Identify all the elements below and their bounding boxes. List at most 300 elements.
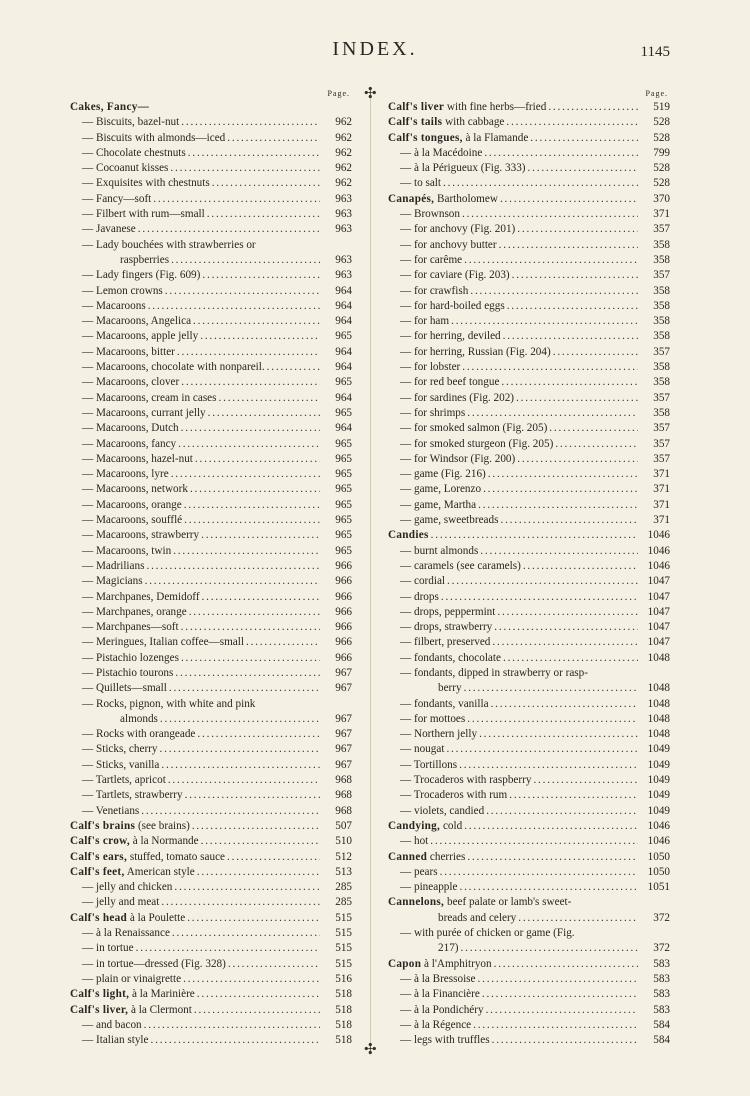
index-entry	[388, 375, 670, 390]
index-entry	[70, 834, 352, 849]
leader-dots	[145, 574, 320, 589]
index-entry	[70, 681, 352, 696]
entry-text: — jelly and meat	[82, 896, 160, 909]
entry-page-number: 371	[653, 498, 670, 511]
entry-text: — à la Macédoine	[400, 146, 483, 159]
entry-rest: with cabbage	[442, 116, 505, 129]
leader-dots	[197, 865, 320, 880]
leader-dots	[497, 605, 638, 620]
index-entry	[70, 192, 352, 207]
index-entry	[70, 299, 352, 314]
entry-text: — Filbert with rum—small	[82, 208, 205, 221]
leader-dots	[190, 482, 320, 497]
leader-dots	[528, 161, 638, 176]
entry-text: — legs with truffles	[400, 1034, 490, 1047]
leader-dots	[169, 681, 320, 696]
entry-text-cont: breads and celery	[438, 911, 517, 924]
leader-dots	[464, 681, 638, 696]
leader-dots	[467, 712, 638, 727]
entry-page-number: 967	[335, 728, 352, 741]
leader-dots	[246, 635, 320, 650]
entry-page-number: 968	[335, 804, 352, 817]
entry-page-number: 528	[653, 162, 670, 175]
index-entry	[388, 406, 670, 421]
entry-text: — Marchpanes, Demidoff	[82, 590, 200, 603]
entry-headword: Calf's feet,	[70, 865, 125, 878]
section-heading: Cakes, Fancy—	[70, 101, 150, 113]
entry-page-number: 965	[335, 437, 352, 450]
entry-page-number: 515	[335, 957, 352, 970]
entry-page-number: 967	[335, 682, 352, 695]
entry-text-line2	[70, 712, 352, 727]
leader-dots	[184, 498, 320, 513]
index-entry	[70, 146, 352, 161]
leader-dots	[151, 1033, 321, 1048]
index-entry	[70, 651, 352, 666]
leader-dots	[462, 360, 638, 375]
entry-text: — fondants, chocolate	[400, 651, 501, 664]
entry-text: — plain or vinaigrette	[82, 972, 182, 985]
entry-text: — Macaroons, lyre	[82, 468, 169, 481]
entry-text	[388, 115, 504, 130]
entry-page-number: 1046	[647, 835, 670, 848]
index-entry	[388, 131, 670, 146]
leader-dots	[187, 911, 320, 926]
index-entry	[388, 620, 670, 635]
entry-page-number: 1048	[647, 728, 670, 741]
index-column-left	[70, 88, 352, 1048]
entry-text: — for sardines (Fig. 202)	[400, 391, 515, 404]
entry-headword: Calf's tails	[388, 116, 443, 129]
entry-text: — for smoked sturgeon (Fig. 205)	[400, 437, 554, 450]
entry-text: — Quillets—small	[82, 682, 167, 695]
entry-text: — for Windsor (Fig. 200)	[400, 452, 516, 465]
index-entry	[388, 605, 670, 620]
index-entry	[70, 957, 352, 972]
entry-text: — for lobster	[400, 361, 461, 374]
entry-page-number: 507	[335, 819, 352, 832]
entry-text	[388, 192, 498, 207]
entry-text	[388, 528, 429, 543]
entry-page-number: 518	[335, 1018, 352, 1031]
leader-dots	[194, 1003, 320, 1018]
entry-text: — Javanese	[82, 223, 136, 236]
entry-page-number: 358	[653, 253, 670, 266]
entry-text: — à la Périgueux (Fig. 333)	[400, 162, 526, 175]
entry-headword: Calf's liver	[388, 101, 445, 113]
entry-page-number: 966	[335, 636, 352, 649]
index-entry	[70, 482, 352, 497]
entry-page-number: 1048	[647, 682, 670, 695]
index-entry	[70, 788, 352, 803]
entry-text	[388, 819, 462, 834]
index-entry	[70, 865, 352, 880]
index-entry	[70, 528, 352, 543]
entry-text	[70, 850, 225, 865]
entry-text: — pears	[400, 865, 438, 878]
entry-page-number: 966	[335, 575, 352, 588]
index-entry	[388, 222, 670, 237]
entry-page-number: 357	[653, 391, 670, 404]
index-entry	[70, 1018, 352, 1033]
index-entry	[70, 742, 352, 757]
leader-dots	[467, 850, 638, 865]
index-list-right	[388, 100, 670, 1048]
entry-page-number: 799	[653, 146, 670, 159]
leader-dots	[548, 100, 638, 115]
index-entry	[388, 788, 670, 803]
index-entry	[388, 635, 670, 650]
index-entry	[388, 513, 670, 528]
entry-text: — for anchovy (Fig. 201)	[400, 223, 516, 236]
entry-text	[70, 819, 190, 834]
entry-text: — for hard-boiled eggs	[400, 299, 505, 312]
index-entry	[388, 253, 670, 268]
entry-text: — Macaroons, soufflé	[82, 514, 183, 527]
leader-dots	[503, 329, 638, 344]
leader-dots	[482, 987, 638, 1002]
index-entry	[70, 222, 352, 237]
entry-headword: Calf's head	[70, 911, 128, 924]
entry-page-number: 528	[653, 131, 670, 144]
leader-dots	[228, 957, 320, 972]
entry-text: — Trocaderos with rum	[400, 789, 508, 802]
entry-rest: à la Flamande	[462, 131, 529, 144]
entry-text: — Tartlets, strawberry	[82, 789, 183, 802]
leader-dots	[517, 222, 638, 237]
entry-page-number: 965	[335, 514, 352, 527]
entry-page-number: 510	[335, 835, 352, 848]
leader-dots	[509, 788, 638, 803]
index-entry	[388, 482, 670, 497]
leader-dots	[503, 651, 638, 666]
entry-page-number: 372	[653, 911, 670, 924]
index-entry-wrapped	[388, 895, 670, 926]
entry-text: — Brownson	[400, 208, 460, 221]
index-entry	[388, 161, 670, 176]
index-entry	[388, 192, 670, 207]
leader-dots	[478, 498, 638, 513]
entry-page-number: 1046	[647, 529, 670, 542]
entry-text-line2	[70, 253, 352, 268]
entry-text-cont: 217)	[438, 942, 459, 955]
entry-page-number: 371	[653, 483, 670, 496]
entry-text: — game (Fig. 216)	[400, 468, 486, 481]
entry-text: — drops, strawberry	[400, 621, 493, 634]
entry-page-number: 357	[653, 269, 670, 282]
index-entry	[388, 559, 670, 574]
leader-dots	[181, 651, 320, 666]
entry-page-number: 370	[653, 192, 670, 205]
entry-text	[70, 911, 185, 926]
index-entry	[388, 957, 670, 972]
leader-dots	[201, 528, 320, 543]
leader-dots	[484, 146, 638, 161]
index-entry	[388, 146, 670, 161]
entry-text: — à la Pondichéry	[400, 1003, 484, 1016]
index-entry	[70, 329, 352, 344]
entry-text: — for ham	[400, 315, 450, 328]
index-entry	[388, 773, 670, 788]
index-entry	[70, 498, 352, 513]
entry-text-cont: almonds	[120, 712, 158, 725]
index-entry	[388, 727, 670, 742]
leader-dots	[431, 528, 638, 543]
index-entry	[388, 1018, 670, 1033]
entry-text: — Macaroons, clover	[82, 376, 180, 389]
index-entry	[388, 544, 670, 559]
leader-dots	[178, 437, 320, 452]
ornament-bottom-icon: ✣	[364, 1042, 377, 1058]
index-entry	[70, 406, 352, 421]
entry-page-number: 584	[653, 1034, 670, 1047]
leader-dots	[208, 406, 320, 421]
index-entry	[70, 360, 352, 375]
entry-page-number: 518	[335, 1034, 352, 1047]
entry-page-number: 964	[335, 315, 352, 328]
leader-dots	[443, 176, 638, 191]
index-entry	[70, 467, 352, 482]
entry-page-number: 1046	[647, 819, 670, 832]
index-entry	[388, 299, 670, 314]
entry-rest: à l'Amphitryon	[421, 957, 492, 970]
leader-dots	[461, 941, 638, 956]
index-entry	[388, 360, 670, 375]
index-entry	[70, 911, 352, 926]
leader-dots	[172, 926, 320, 941]
entry-headword: Candying,	[388, 819, 441, 832]
page-column-header: Page.	[327, 89, 350, 98]
entry-text: — for mottoes	[400, 712, 466, 725]
leader-dots	[181, 421, 320, 436]
index-entry-wrapped	[388, 926, 670, 957]
entry-text-line1: — with purée of chicken or game (Fig.	[400, 927, 575, 940]
entry-page-number: 967	[335, 743, 352, 756]
leader-dots	[441, 590, 638, 605]
entry-rest: à la Marinière	[129, 988, 195, 1001]
entry-headword: Canned	[388, 850, 428, 863]
entry-text: — Pistachio tourons	[82, 666, 174, 679]
leader-dots	[470, 284, 638, 299]
index-entry	[388, 115, 670, 130]
entry-page-number: 966	[335, 559, 352, 572]
leader-dots	[492, 1033, 638, 1048]
entry-text: — Madrilians	[82, 559, 145, 572]
index-entry	[70, 926, 352, 941]
entry-text: — Chocolate chestnuts	[82, 146, 186, 159]
entry-headword: Cannelons,	[388, 896, 445, 909]
index-entry	[388, 284, 670, 299]
leader-dots	[517, 452, 638, 467]
index-entry	[70, 666, 352, 681]
index-entry	[70, 176, 352, 191]
entry-text: — drops	[400, 590, 439, 603]
entry-page-number: 1046	[647, 544, 670, 557]
index-entry	[388, 176, 670, 191]
entry-page-number: 583	[653, 972, 670, 985]
entry-page-number: 1049	[647, 774, 670, 787]
leader-dots	[148, 299, 320, 314]
entry-page-number: 358	[653, 315, 670, 328]
entry-page-number: 515	[335, 942, 352, 955]
entry-page-number: 583	[653, 957, 670, 970]
entry-page-number: 519	[653, 101, 670, 113]
entry-text: — Tartlets, apricot	[82, 774, 166, 787]
entry-text: — drops, peppermint	[400, 605, 496, 618]
entry-text: — cordial	[400, 575, 446, 588]
entry-text	[388, 850, 465, 865]
index-entry	[388, 590, 670, 605]
leader-dots	[141, 804, 320, 819]
index-entry	[388, 207, 670, 222]
index-entry	[70, 207, 352, 222]
index-entry	[388, 574, 670, 589]
entry-page-number: 966	[335, 621, 352, 634]
entry-page-number: 964	[335, 299, 352, 312]
entry-page-number: 583	[653, 1003, 670, 1016]
leader-dots	[478, 972, 639, 987]
entry-text: — Macaroons	[82, 299, 146, 312]
entry-text: — for caviare (Fig. 203)	[400, 269, 510, 282]
index-entry	[70, 972, 352, 987]
entry-page-number: 1050	[647, 865, 670, 878]
entry-rest: cold	[440, 819, 463, 832]
entry-page-number: 357	[653, 223, 670, 236]
entry-text: — Sticks, cherry	[82, 743, 158, 756]
leader-dots	[174, 880, 320, 895]
entry-page-number: 357	[653, 422, 670, 435]
leader-dots	[171, 467, 320, 482]
entry-text: — Marchpanes—soft	[82, 621, 179, 634]
entry-text: — nougat	[400, 743, 445, 756]
leader-dots	[518, 911, 638, 926]
entry-page-number: 285	[335, 896, 352, 909]
index-entry	[388, 834, 670, 849]
leader-dots	[185, 788, 320, 803]
index-entry	[388, 391, 670, 406]
leader-dots	[530, 131, 638, 146]
index-entry	[70, 727, 352, 742]
entry-page-number: 965	[335, 498, 352, 511]
entry-text	[388, 100, 546, 115]
leader-dots	[491, 697, 638, 712]
index-entry	[70, 115, 352, 130]
entry-text: — Marchpanes, orange	[82, 605, 187, 618]
leader-dots	[501, 375, 638, 390]
entry-text: — à la Régence	[400, 1018, 472, 1031]
entry-page-number: 1049	[647, 758, 670, 771]
leader-dots	[200, 329, 320, 344]
entry-text: — Macaroons, twin	[82, 544, 172, 557]
leader-dots	[173, 544, 320, 559]
entry-text: — Trocaderos with raspberry	[400, 774, 532, 787]
entry-text-line1: — Lady bouchées with strawberries or	[82, 238, 256, 251]
entry-text: — Macaroons, cream in cases	[82, 391, 217, 404]
index-entry	[70, 391, 352, 406]
entry-page-number: 965	[335, 330, 352, 343]
entry-page-number: 1049	[647, 804, 670, 817]
leader-dots	[188, 146, 320, 161]
index-entry	[388, 972, 670, 987]
entry-page-number: 518	[335, 1003, 352, 1016]
entry-text: — for smoked salmon (Fig. 205)	[400, 422, 548, 435]
entry-headword: Calf's tongues,	[388, 131, 463, 144]
entry-page-number: 1047	[647, 575, 670, 588]
entry-text-line2	[388, 681, 670, 696]
entry-headword: Calf's crow,	[70, 835, 130, 848]
entry-page-number: 963	[335, 253, 352, 266]
index-entry	[70, 850, 352, 865]
leader-dots	[181, 115, 320, 130]
entry-page-number: 1047	[647, 621, 670, 634]
entry-text: — for shrimps	[400, 406, 466, 419]
entry-page-number: 967	[335, 666, 352, 679]
leader-dots	[462, 207, 638, 222]
entry-rest: cherries	[427, 850, 466, 863]
index-entry	[388, 452, 670, 467]
entry-headword: Capon	[388, 957, 422, 970]
leader-dots	[480, 544, 638, 559]
index-entry	[70, 161, 352, 176]
leader-dots	[136, 941, 320, 956]
index-entry	[388, 498, 670, 513]
index-entry	[70, 758, 352, 773]
entry-text: — jelly and chicken	[82, 881, 173, 894]
entry-page-number: 512	[335, 850, 352, 863]
leader-dots	[553, 345, 638, 360]
entry-text: — Magicians	[82, 575, 143, 588]
entry-text-line1: — Rocks, pignon, with white and pink	[82, 697, 256, 710]
entry-page-number: 358	[653, 361, 670, 374]
index-entry	[70, 437, 352, 452]
index-entry	[388, 697, 670, 712]
entry-page-number: 357	[653, 345, 670, 358]
leader-dots	[459, 758, 638, 773]
leader-dots	[168, 773, 320, 788]
entry-text: — for carême	[400, 253, 463, 266]
entry-text: — Macaroons, currant jelly	[82, 406, 206, 419]
entry-page-number: 968	[335, 774, 352, 787]
leader-dots	[267, 360, 320, 375]
entry-headword: Calf's liver,	[70, 1003, 129, 1016]
entry-page-number: 963	[335, 223, 352, 236]
entry-page-number: 963	[335, 192, 352, 205]
entry-text: — to salt	[400, 177, 442, 190]
leader-dots	[171, 253, 320, 268]
leader-dots	[189, 605, 320, 620]
entry-text	[70, 987, 195, 1002]
entry-text-line2	[388, 941, 670, 956]
entry-page-number: 371	[653, 468, 670, 481]
leader-dots	[192, 819, 320, 834]
entry-page-number: 967	[335, 712, 352, 725]
entry-rest: American style	[124, 865, 195, 878]
leader-dots	[499, 238, 638, 253]
entry-page-number: 964	[335, 391, 352, 404]
index-entry	[388, 865, 670, 880]
index-entry	[70, 421, 352, 436]
entry-rest: à la Normande	[129, 835, 199, 848]
entry-text: — burnt almonds	[400, 544, 479, 557]
index-entry	[388, 742, 670, 757]
entry-text: — violets, candied	[400, 804, 485, 817]
leader-dots	[146, 559, 320, 574]
entry-page-number: 962	[335, 131, 352, 144]
leader-dots	[447, 574, 638, 589]
index-entry	[70, 620, 352, 635]
entry-page-number: 528	[653, 177, 670, 190]
index-entry	[388, 329, 670, 344]
